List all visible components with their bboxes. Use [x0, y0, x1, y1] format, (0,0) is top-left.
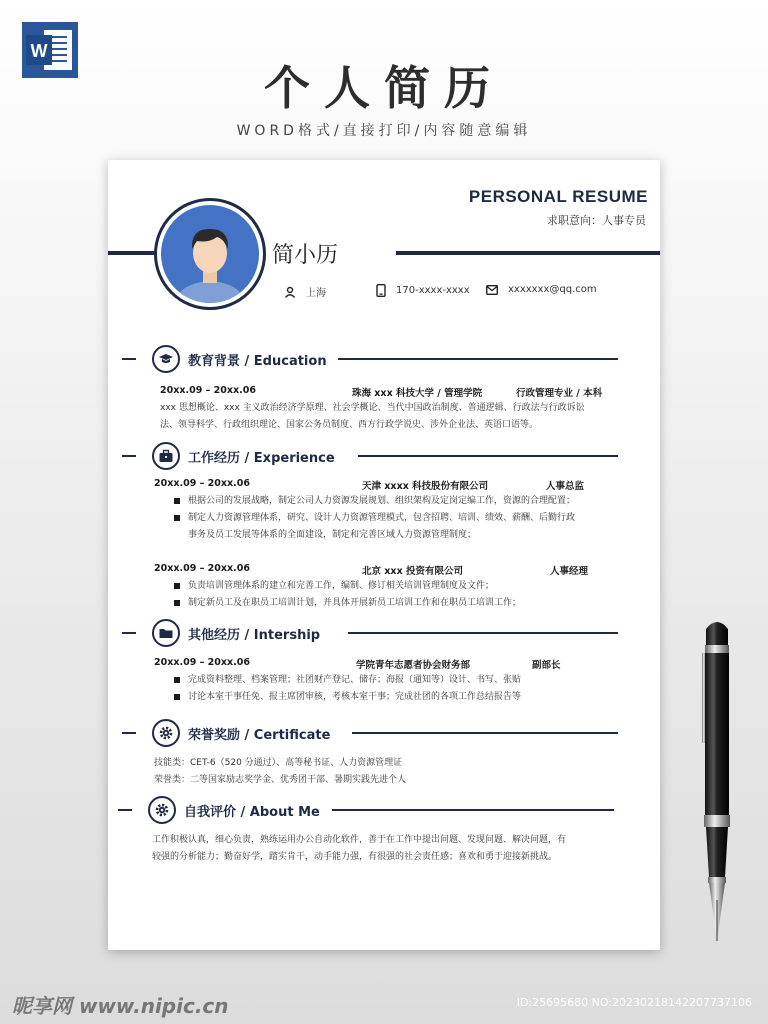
about-text: 较强的分析能力；勤奋好学，踏实肯干，动手能力强，有很强的社会责任感；喜欢和勇于迎接新挑战。 [152, 852, 558, 862]
pen-icon [692, 615, 742, 945]
job1-role: 人事总监 [546, 481, 585, 492]
job1-company: 天津 xxxx 科技股份有限公司 [362, 481, 489, 492]
phone-icon [376, 284, 386, 297]
edu-course-line: xxx 思想概论、xxx 主义政治经济学原理、社会学概论、当代中国政治制度、普通逻辑、行政法与行政诉讼 [160, 403, 585, 413]
section-title: 工作经历 / Experience [188, 451, 335, 466]
other-bullet: 完成资料整理、档案管理；社团财产登记、储存；海报（通知等）设计、书写、张贴 [188, 672, 521, 689]
mail-icon [486, 285, 498, 295]
job2-role: 人事经理 [550, 566, 589, 577]
contact-location [284, 284, 326, 299]
section-certificate [122, 719, 622, 747]
section-title: 自我评价 / About Me [184, 805, 320, 820]
job1-bullet: 制定人力资源管理体系，研究、设计人力资源管理模式，包含招聘、培训、绩效、薪酬、后勤行政 [188, 510, 575, 527]
folder-icon [152, 619, 180, 647]
cert-honors: 荣誉类：二等国家励志奖学金、优秀团干部、暑期实践先进个人 [154, 775, 407, 785]
cert-skills: 技能类：CET-6（520 分通过）、高等秘书证、人力资源管理证 [154, 758, 403, 768]
job1-bullet: 根据公司的发展战略，制定公司人力资源发展规划、组织架构及定岗定编工作，资源的合理配置； [188, 493, 575, 510]
edu-course-line: 法、领导科学、行政组织理论、国家公务员制度、西方行政学说史、涉外企业法、英语口语等。 [160, 420, 539, 430]
section-about [118, 796, 618, 824]
email-text: xxxxxxx@qq.com [508, 284, 597, 295]
other-role: 副部长 [532, 660, 561, 671]
resume-heading: PERSONAL RESUME [468, 187, 648, 206]
page-subtitle: WORD格式/直接打印/内容随意编辑 [236, 123, 532, 139]
header-rule-right [396, 251, 660, 255]
edu-school: 珠海 xxx 科技大学 / 管理学院 [352, 388, 483, 399]
edu-major: 行政管理专业 / 本科 [516, 388, 603, 399]
gear-icon [148, 796, 176, 824]
other-bullet: 讨论本室干事任免、报主席团审核，考核本室干事；完成社团的各项工作总结报告等 [188, 689, 521, 706]
section-title: 其他经历 / Intership [188, 628, 321, 643]
svg-text:W: W [30, 41, 48, 61]
job-intent: 求职意向：人事专员 [547, 214, 646, 227]
phone-text: 170-xxxx-xxxx [396, 285, 470, 296]
graduation-cap-icon [152, 345, 180, 373]
job2-bullet: 制定新员工及在职员工培训计划，并具体开展新员工培训工作和在职员工培训工作； [188, 595, 521, 612]
job2-company: 北京 xxx 投资有限公司 [362, 566, 463, 577]
job1-bullet-cont: 事务及员工发展等体系的全面建设，制定和完善区域人力资源管理制度； [188, 530, 477, 540]
briefcase-icon [152, 442, 180, 470]
section-title: 荣誉奖励 / Certificate [188, 728, 331, 743]
contact-phone [376, 284, 470, 297]
page-title: 个人简历 [264, 61, 504, 115]
gear-icon [152, 719, 180, 747]
section-title: 教育背景 / Education [188, 354, 327, 369]
job2-period: 20xx.09 – 20xx.06 [154, 563, 250, 574]
other-period: 20xx.09 – 20xx.06 [154, 657, 250, 668]
section-education [122, 345, 622, 373]
user-icon [161, 205, 259, 303]
section-other [122, 619, 622, 647]
section-experience [122, 442, 622, 470]
about-text: 工作积极认真，细心负责，熟练运用办公自动化软件，善于在工作中提出问题、发现问题、解决问题，有 [152, 835, 567, 845]
watermark-site: 昵享网 www.nipic.cn [12, 994, 229, 1018]
job2-bullet: 负责培训管理体系的建立和完善工作，编制、修订相关培训管理制度及文件； [188, 578, 494, 595]
person-name: 简小历 [272, 243, 339, 268]
watermark-id: ID:25695680 NO:20230218142207737106 [516, 996, 752, 1009]
job1-period: 20xx.09 – 20xx.06 [154, 478, 250, 489]
location-text: 上海 [306, 288, 326, 299]
edu-period: 20xx.09 – 20xx.06 [160, 385, 256, 396]
avatar [154, 198, 266, 310]
location-icon [284, 286, 296, 298]
resume-paper [108, 160, 660, 950]
other-org: 学院青年志愿者协会财务部 [356, 660, 471, 671]
contact-email [486, 284, 597, 295]
